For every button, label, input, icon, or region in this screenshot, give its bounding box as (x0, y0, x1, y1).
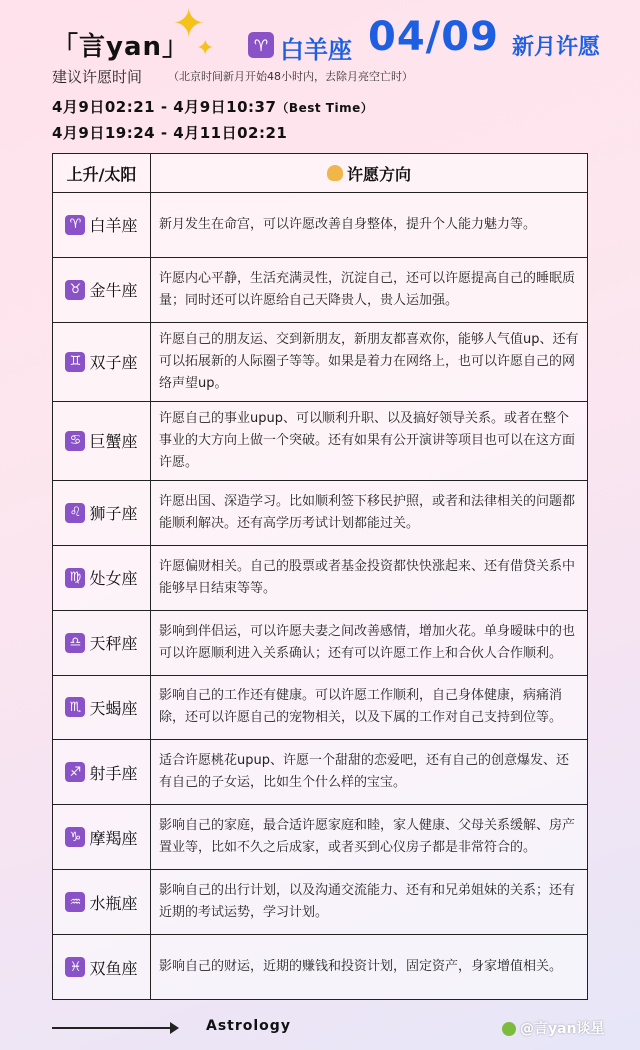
watermark (502, 1018, 605, 1038)
sign-cell (53, 870, 151, 934)
watermark-logo-icon (502, 1022, 516, 1036)
zodiac-icon: ♉ (65, 280, 85, 300)
wish-cell (151, 323, 587, 401)
wish-text: 许愿内心平静，生活充满灵性，沉淀自己，还可以许愿提高自己的睡眠质量；同时还可以许愿给自己天降贵人，贵人运加强。 (159, 270, 576, 308)
wish-cell (151, 870, 587, 934)
col-right-label: 许愿方向 (346, 164, 411, 184)
zodiac-icon: ♏ (65, 697, 85, 717)
time-range-2: 4月9日19:24 - 4月11日02:21 (52, 124, 288, 142)
sign-cell (53, 935, 151, 999)
table-row (53, 675, 587, 740)
wish-text: 许愿出国、深造学习。比如顺利签下移民护照，或者和法律相关的问题都能顺利解决。还有高学历考试计划都能过关。 (159, 493, 576, 531)
wish-text: 新月发生在命宫，可以许愿改善自身整体，提升个人能力魅力等。 (159, 216, 537, 232)
header (0, 0, 640, 150)
zodiac-icon: ♊ (65, 352, 85, 372)
table-row (53, 322, 587, 401)
wish-table (52, 153, 588, 1000)
sign-cell (53, 805, 151, 869)
header-event: 新月许愿 (512, 35, 601, 60)
sign-label: 白羊座 (89, 216, 138, 236)
arrow-line (52, 1027, 174, 1029)
header-sign-name: 白羊座 (280, 36, 352, 64)
zodiac-icon: ♌ (65, 503, 85, 523)
table-row (53, 934, 587, 999)
sign-cell (53, 546, 151, 610)
praying-hands-icon (327, 165, 343, 181)
sign-cell (53, 676, 151, 740)
sign-label: 水瓶座 (89, 893, 138, 913)
wish-cell (151, 740, 587, 804)
sign-label: 巨蟹座 (89, 432, 138, 452)
table-row (53, 804, 587, 869)
wish-text: 适合许愿桃花upup、许愿一个甜甜的恋爱吧，还有自己的创意爆发、还有自己的子女运，比如生个什么样的宝宝。 (159, 753, 569, 791)
time-range-1 (52, 96, 373, 117)
best-time-tag: （Best Time） (276, 101, 374, 115)
table-row (53, 545, 587, 610)
sign-label: 天蝎座 (89, 698, 138, 718)
col-left-label: 上升/太阳 (66, 164, 137, 184)
table-row (53, 610, 587, 675)
wish-cell (151, 193, 587, 257)
wish-text: 许愿自己的朋友运、交到新朋友，新朋友都喜欢你，能够人气值up、还有可以拓展新的人际圈子等等。如果是着力在网络上，也可以许愿自己的网络声望up。 (159, 331, 579, 391)
wish-text: 影响自己的家庭，最合适许愿家庭和睦，家人健康、父母关系缓解、房产置业等，比如不久之后成家，或者买到心仪房子都是非常符合的。 (159, 818, 576, 856)
footer-label: Astrology (206, 1018, 291, 1034)
subtitle: 建议许愿时间 (52, 68, 143, 86)
zodiac-icon: ♓ (65, 957, 85, 977)
zodiac-icon: ♋ (65, 431, 85, 451)
time-range-1-text: 4月9日02:21 - 4月9日10:37 (52, 98, 277, 116)
wish-cell (151, 611, 587, 675)
sign-label: 狮子座 (89, 504, 138, 524)
subtitle-note: （北京时间新月开始48小时内，去除月亮空亡时） (168, 70, 413, 83)
header-date: 04/09 (368, 14, 499, 60)
zodiac-icon: ♎ (65, 633, 85, 653)
table-row (53, 401, 587, 480)
wish-cell (151, 676, 587, 740)
header-cell-left (53, 154, 151, 192)
footer (0, 1010, 640, 1050)
sign-label: 天秤座 (89, 634, 138, 654)
sparkle-small-icon: ✦ (196, 36, 215, 61)
wish-cell (151, 258, 587, 322)
wish-text: 影响自己的财运，近期的赚钱和投资计划，固定资产，身家增值相关。 (159, 959, 563, 975)
wish-cell (151, 402, 587, 480)
table-row (53, 739, 587, 804)
watermark-text: @言yan谈星 (520, 1021, 605, 1037)
table-row (53, 869, 587, 934)
table-row (53, 257, 587, 322)
brand-title: 「言yan」 (52, 32, 190, 62)
sign-label: 双鱼座 (89, 958, 138, 978)
wish-cell (151, 546, 587, 610)
wish-cell (151, 481, 587, 545)
zodiac-icon: ♒ (65, 892, 85, 912)
sign-label: 射手座 (89, 763, 138, 783)
sign-label: 处女座 (89, 569, 138, 589)
sign-label: 金牛座 (89, 281, 138, 301)
wish-text: 影响自己的出行计划，以及沟通交流能力、还有和兄弟姐妹的关系；还有近期的考试运势，学习计划。 (159, 883, 576, 921)
sparkle-icon: ✦ (172, 1, 206, 47)
sign-label: 摩羯座 (89, 828, 138, 848)
sign-cell (53, 323, 151, 401)
wish-text: 许愿自己的事业upup、可以顺利升职、以及搞好领导关系。或者在整个事业的大方向上做一个突破。还有如果有公开演讲等项目也可以在这方面许愿。 (159, 410, 576, 470)
arrow-right-icon (170, 1022, 179, 1034)
sign-cell (53, 193, 151, 257)
sign-cell (53, 740, 151, 804)
zodiac-icon: ♑ (65, 827, 85, 847)
sign-label: 双子座 (89, 353, 138, 373)
wish-cell (151, 805, 587, 869)
sign-cell (53, 481, 151, 545)
wish-cell (151, 935, 587, 999)
wish-text: 影响自己的工作还有健康。可以许愿工作顺利，自己身体健康，病痛消除，还可以许愿自己的宠物相关，以及下属的工作对自己支持到位等。 (159, 688, 563, 726)
zodiac-icon: ♐ (65, 762, 85, 782)
sign-cell (53, 611, 151, 675)
sign-cell (53, 402, 151, 480)
zodiac-icon: ♍ (65, 568, 85, 588)
header-cell-right (151, 154, 587, 192)
wish-text: 影响到伴侣运，可以许愿夫妻之间改善感情，增加火花。单身暧昧中的也可以许愿顺利进入关系确认；还有可以许愿工作上和合伙人合作顺利。 (159, 623, 576, 661)
table-header-row (53, 154, 587, 192)
sign-cell (53, 258, 151, 322)
zodiac-icon: ♈ (65, 215, 85, 235)
wish-text: 许愿偏财相关。自己的股票或者基金投资都快快涨起来、还有借贷关系中能够早日结束等等。 (159, 558, 576, 596)
table-row (53, 480, 587, 545)
table-row (53, 192, 587, 257)
aries-icon: ♈ (248, 32, 274, 58)
